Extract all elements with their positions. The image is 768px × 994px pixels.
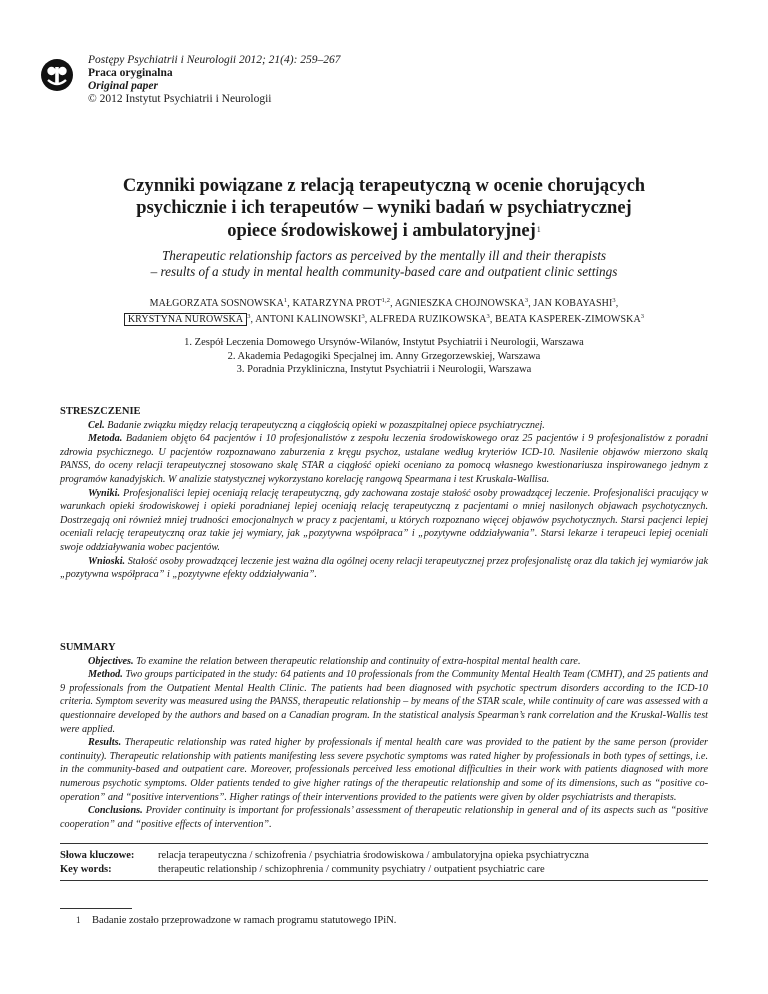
- keywords-pl-label: Słowa kluczowe:: [60, 850, 135, 861]
- author-affiliation: 3: [486, 313, 490, 320]
- paragraph-label: Wnioski.: [88, 555, 126, 567]
- journal-citation: Postępy Psychiatrii i Neurologii 2012; 21(4): 259–267: [88, 54, 341, 66]
- affiliation-list: [60, 336, 708, 377]
- footnote: [76, 914, 696, 927]
- author-name: BEATA KASPEREK-ZIMOWSKA: [495, 314, 641, 325]
- paragraph-text: Provider continuity is important for professionals’ assessment of therapeutic relationship in general and of its aspects such as “positive cooperation” and “positive effects of intervention”.: [60, 805, 708, 830]
- title-footnote-mark: 1: [536, 225, 541, 234]
- subtitle-line-1: Therapeutic relationship factors as perceived by the mentally ill and their therapists: [161, 248, 607, 263]
- keywords-block: [60, 849, 708, 876]
- abstract-paragraph: [60, 419, 708, 433]
- paragraph-label: Wyniki.: [88, 487, 120, 499]
- paragraph-text: Stałość osoby prowadzącej leczenie jest ważna dla ogólnej oceny relacji terapeutycznej przez profesjonalistę oraz dla takich jej wymiarów jak „pozytywna współpraca” i „pozytywne efekty oddziaływania”.: [60, 555, 708, 581]
- paragraph-text: To examine the relation between therapeutic relationship and continuity of extra-hospital mental health care.: [133, 655, 581, 667]
- paragraph-text: Badaniem objęto 64 pacjentów i 10 profesjonalistów z zespołu leczenia środowiskowego oraz 25 pacjentów i 9 profesjonalistów z poradni zdrowia psychicznego. U pacjentów rozpoznawano zaburzenia z kręgu psychoz, ustalane według kryteriów ICD-10. Nasilenie objawów mierzono skalą PANSS, do oceny relacji terapeutycznej stosowano skalę STAR a ciągłość opieki oceniano za pomocą własnego kwestionariusza inspirowanego jednym z programów kanadyjskich. W analizie statystycznej wykorzystano korelację rangową Spearmana i test Kruskala-Wallisa.: [60, 433, 708, 485]
- summary-paragraph: [60, 655, 708, 669]
- author-name: ALFREDA RUZIKOWSKA: [369, 314, 487, 325]
- title-line-3-text: opiece środowiskowej i ambulatoryjnej: [227, 221, 536, 241]
- affiliation-item: 3. Poradnia Przykliniczna, Instytut Psychiatrii i Neurologii, Warszawa: [236, 364, 532, 375]
- article-type-pl: Praca oryginalna: [88, 67, 173, 79]
- author-name: ANTONI KALINOWSKI: [255, 314, 362, 325]
- affiliation-item: 2. Akademia Pedagogiki Specjalnej im. Anny Grzegorzewskiej, Warszawa: [227, 350, 541, 362]
- author-affiliation: 3: [640, 313, 645, 320]
- article-type-en: Original paper: [88, 80, 158, 92]
- abstract-paragraph: [60, 555, 708, 582]
- subtitle-line-2: – results of a study in mental health community-based care and outpatient clinic settings: [150, 264, 618, 279]
- keywords-en-row: [60, 863, 708, 877]
- abstract-pl-heading: STRESZCZENIE: [60, 406, 141, 417]
- summary-paragraph: [60, 668, 708, 736]
- header-lines: [88, 54, 341, 106]
- footnote-text: Badanie zostało przeprowadzone w ramach programu statutowego IPiN.: [92, 915, 397, 926]
- paragraph-label: Objectives.: [88, 655, 134, 667]
- journal-logo-icon: [40, 58, 74, 92]
- summary-paragraph: [60, 736, 708, 804]
- paragraph-label: Cel.: [88, 419, 105, 431]
- author-name: JAN KOBAYASHI: [533, 298, 613, 309]
- keywords-bottom-rule: [60, 880, 708, 881]
- keywords-en-value: therapeutic relationship / schizophrenia / community psychiatry / outpatient psychiatric care: [158, 863, 545, 875]
- keywords-top-rule: [60, 843, 708, 844]
- footnote-mark: 1: [76, 915, 81, 925]
- paragraph-label: Metoda.: [88, 433, 123, 445]
- author-affiliation: 1: [283, 297, 288, 304]
- abstract-pl: [60, 405, 708, 582]
- author-affiliation: 3: [612, 297, 616, 304]
- keywords-en-label: Key words:: [60, 863, 112, 875]
- article-title: [60, 175, 708, 242]
- abstract-paragraph: [60, 432, 708, 486]
- author-affiliation: 3: [247, 313, 251, 320]
- author-line-2: KRYSTYNA NUROWSKA $^3$, ANTONI KALINOWSKI$^3$, ALFREDA RUZIKOWSKA$^3$, BEATA KASPEREK-ZIMOWSKA$^3$: [40, 310, 728, 326]
- footnote-rule: [60, 908, 132, 909]
- summary-paragraph: [60, 804, 708, 831]
- paragraph-text: Profesjonaliści lepiej oceniają relację terapeutyczną, gdy zachowana zostaje stałość osoby prowadzącej leczenie. Profesjonaliści pracujący w warunkach opieki środowiskowej i opieki poradnianej lepiej oceniają relację terapeutyczną z pacjentami o mniej nasilonych objawach psychotycznych. Dostrzegają oni również mniej trudności emocjonalnych w pracy z pacjentami, u których rozpoznano więcej objawów psychotycznych. Starsi pacjenci lepiej oceniali relację terapeutyczną oraz takie jej wymiary, jak „pozytywna współpraca” i „pozytywne oddziaływania”. Starsi lekarze i terapeuci lepiej oceniali swoje oddziaływania wobec pacjentów.: [60, 487, 708, 553]
- author-line-1: MAŁGORZATA SOSNOWSKA$^1$, KATARZYNA PROT$^{1,2}$, AGNIESZKA CHOJNOWSKA$^3$, JAN KOBAYASHI$^3$,: [149, 297, 619, 309]
- paragraph-text: Therapeutic relationship was rated higher by professionals if mental health care was provided to the patient by the same person (provider continuity). Therapeutic relationship with patients manifesting less severe psychotic symptoms was rated higher by professionals in both types of settings, i.e. in the community-based and outpatient care. Moreover, professionals perceived less emotional difficulties in their work with patients diagnosed with more numerous psychotic symptoms. Older patients tended to give higher ratings of the therapeutic relationship and some of its dimensions, such as “positive co-operation” and “positive interventions”. Higher ratings of their interventions provided to the patients were given by older psychiatrists and therapists.: [60, 737, 708, 803]
- affiliation-item: 1. Zespół Leczenia Domowego Ursynów-Wilanów, Instytut Psychiatrii i Neurologii, Warszawa: [184, 337, 584, 348]
- paragraph-text: Two groups participated in the study: 64 patients and 10 professionals from the Community Mental Health Team (CMHT), and 25 patients and 9 professionals from the Outpatient Mental Health Clinic. The patients had been diagnosed with psychotic spectrum disorders according to the ICD-10 criteria. Symptom severity was measured using the PANSS, therapeutic relationship – by means of the STAR scale, while continuity of care was assessed with a questionnaire developed by the authors and based on a Canadian program. In the statistical analysis Spearman’s rank correlation and the Kruskal-Wallis test were applied.: [60, 669, 708, 735]
- author-name: KATARZYNA PROT: [292, 298, 382, 309]
- paragraph-text: Badanie związku między relacją terapeutyczną a ciągłością opieki w pozaszpitalnej opiece psychiatrycznej.: [104, 419, 545, 431]
- author-name-boxed: KRYSTYNA NUROWSKA: [124, 313, 247, 326]
- paragraph-label: Results.: [88, 737, 122, 749]
- author-list: [40, 294, 728, 326]
- keywords-pl-value: relacja terapeutyczna / schizofrenia / psychiatria środowiskowa / ambulatoryjna opieka psychiatryczna: [158, 850, 589, 861]
- abstract-en: [60, 641, 708, 831]
- title-line-2: psychicznie i ich terapeutów – wyniki badań w psychiatrycznej: [136, 198, 632, 218]
- author-affiliation: 1,2: [381, 297, 391, 304]
- title-line-1: Czynniki powiązane z relacją terapeutyczną w ocenie chorujących: [122, 176, 646, 196]
- author-affiliation: 3: [361, 313, 365, 320]
- abstract-en-heading: SUMMARY: [60, 642, 116, 653]
- keywords-pl-row: [60, 849, 708, 863]
- copyright: © 2012 Instytut Psychiatrii i Neurologii: [88, 93, 272, 105]
- english-title: [60, 248, 708, 280]
- journal-header: [40, 56, 700, 108]
- paragraph-label: Conclusions.: [88, 805, 143, 817]
- title-line-3: [60, 219, 708, 242]
- abstract-paragraph: [60, 487, 708, 555]
- author-name: MAŁGORZATA SOSNOWSKA: [149, 298, 284, 309]
- paragraph-label: Method.: [88, 669, 123, 681]
- author-affiliation: 3: [524, 297, 529, 304]
- author-name: AGNIESZKA CHOJNOWSKA: [394, 298, 525, 309]
